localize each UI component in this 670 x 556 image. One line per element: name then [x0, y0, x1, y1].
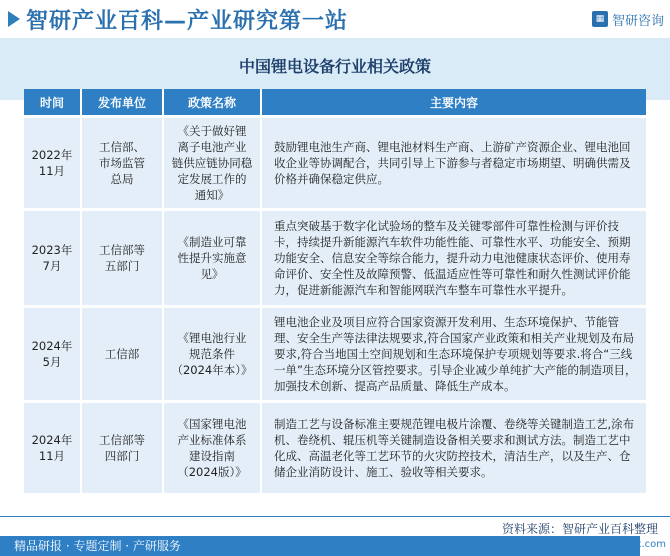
- policy-table: [24, 86, 646, 496]
- table-row: [24, 118, 646, 208]
- cell-content: 锂电池企业及项目应符合国家资源开发利用、生态环境保护、节能管理、安全生产等法律法规要求,符合国家产业政策和相关产业规划及布局要求,符合当地国土空间规划和生态环境保护专项规划等要求.将合“三线一单”生态环境分区管控要求。引导企业减少单纯扩大产能的制造项目，加强技术创新、提高产品质量、降低生产成本。: [262, 308, 646, 400]
- document-title: 中国锂电设备行业相关政策: [238, 57, 431, 76]
- cell-text: 《关于做好锂 离子电池产业 链供应链协同稳 定发展工作的 通知》: [171, 124, 253, 202]
- table-row: [24, 211, 646, 305]
- table-row: [24, 403, 646, 493]
- cell-time: [24, 211, 82, 305]
- cell-text: 《制造业可靠 性提升实施意 见》: [177, 235, 247, 281]
- brand-name: 智研咨询: [611, 13, 664, 29]
- cell-time: [24, 118, 82, 208]
- column-header-time: 时间: [24, 89, 82, 115]
- brand[interactable]: [592, 10, 664, 29]
- site-header: [8, 4, 348, 35]
- cell-publisher: [82, 403, 164, 493]
- cell-text: 2022年 11月: [31, 148, 73, 178]
- cell-publisher: [82, 118, 164, 208]
- site-title: 智研产业百科—产业研究第一站: [26, 8, 349, 34]
- cell-content: 制造工艺与设备标准主要规范锂电极片涂覆、卷绕等关键制造工艺,涂布机、卷绕机、辊压机等关键制造设备相关要求和测试方法。制造工艺中化成、高温老化等工艺环节的火灾防控技术，清洁生产，以及生产、仓储企业消防设计、施工、验收等相关要求。: [262, 403, 646, 493]
- top-bar: [0, 0, 670, 38]
- cell-text: 2023年 7月: [31, 243, 73, 273]
- source-note: 资料来源：智研产业百科整理: [501, 522, 658, 536]
- cell-text: 《锂电池行业 规范条件 （2024年本）》: [171, 331, 253, 377]
- column-header-publisher: 发布单位: [82, 89, 164, 115]
- column-header-content: 主要内容: [262, 89, 646, 115]
- policy-table-wrapper: [24, 86, 646, 496]
- cell-policy: [164, 308, 262, 400]
- cell-time: [24, 308, 82, 400]
- table-row: [24, 308, 646, 400]
- cell-content: 重点突破基于数字化试验场的整车及关键零部件可靠性检测与评价技卡，持续提升新能源汽车软件功能性能、可靠性水平、功能安全、预期功能安全、信息安全等综合能力，提升动力电池健康状态评价、使用寿命评价、安全性及故障预警、低温适应性等可靠性和耐久性测试评价能力，促进新能源汽车和智能网联汽车整车可靠性水平提升。: [262, 211, 646, 305]
- cell-text: 《国家锂电池 产业标准体系 建设指南 （2024版）》: [177, 417, 247, 479]
- cell-content: 鼓励锂电池生产商、锂电池材料生产商、上游矿产资源企业、锂电池回收企业等协调配合，共同引导上下游参与者稳定市场期望、明确供需及价格并确保稳定供应。: [262, 118, 646, 208]
- table-header-row: [24, 89, 646, 115]
- cell-publisher: [82, 211, 164, 305]
- cell-policy: [164, 403, 262, 493]
- triangle-icon: [8, 11, 20, 27]
- cell-text: 工信部等 五部门: [99, 243, 145, 273]
- footer: [0, 512, 670, 556]
- domain-link[interactable]: www.chyxx.com: [585, 539, 666, 550]
- cell-time: [24, 403, 82, 493]
- cell-text: 2024年 5月: [31, 339, 73, 369]
- footer-divider: [0, 516, 670, 517]
- cell-text: 工信部: [104, 347, 140, 361]
- cell-publisher: [82, 308, 164, 400]
- services-bar: 精品研报 · 专题定制 · 产研服务: [0, 536, 640, 556]
- cell-policy: [164, 118, 262, 208]
- cell-text: 2024年 11月: [31, 433, 73, 463]
- column-header-policy: 政策名称: [164, 89, 262, 115]
- cell-text: 工信部、 市场监管 总局: [99, 140, 145, 186]
- logo-icon: ▦: [592, 11, 608, 27]
- cell-text: 工信部等 四部门: [99, 433, 145, 463]
- cell-policy: [164, 211, 262, 305]
